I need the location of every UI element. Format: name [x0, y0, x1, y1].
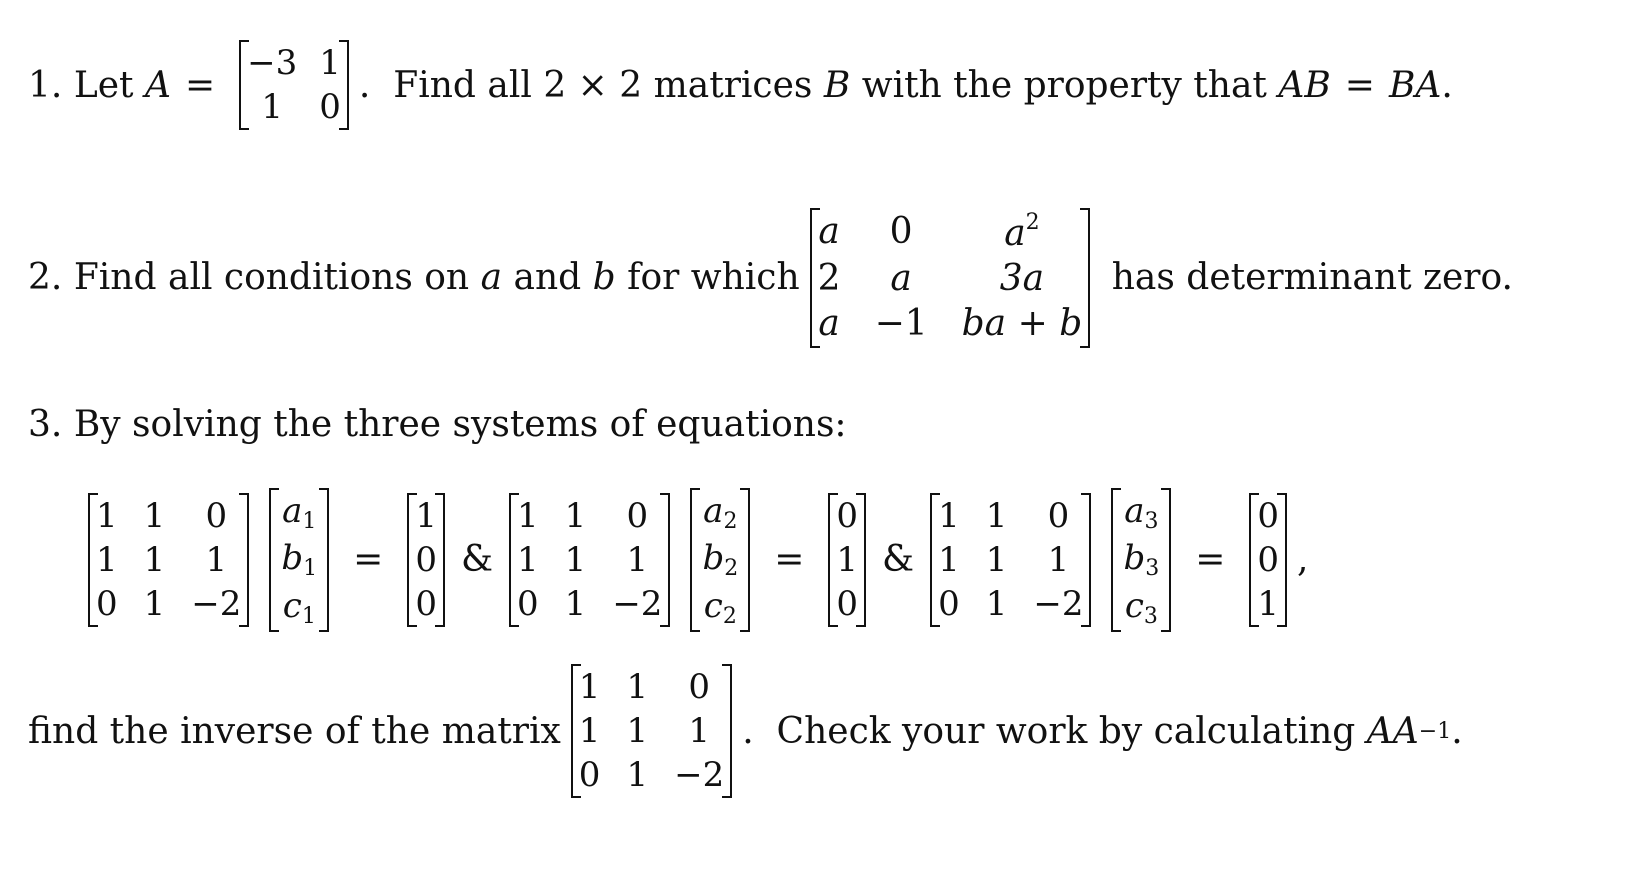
q1-period: . [358, 64, 371, 106]
q1-var-A: A [144, 64, 171, 106]
coef-cell: 0 [205, 495, 228, 536]
coef-cell: −2 [612, 583, 663, 624]
coef-cell: 1 [564, 583, 587, 624]
question-1 [28, 40, 1453, 130]
comma: , [1297, 539, 1309, 581]
coef-cell: 1 [564, 539, 587, 580]
matrix-cell: 1 [626, 711, 649, 752]
q3-text-3: Check your work by calculating [776, 710, 1356, 752]
q2-matrix-cell: a [818, 211, 840, 252]
coef-matrix [88, 493, 249, 627]
coef-matrix [509, 493, 670, 627]
q3-end: . [1451, 710, 1463, 752]
rhs-vector-2 [828, 493, 866, 627]
q1-matrix-cell: 0 [319, 87, 341, 128]
coef-cell: 0 [626, 495, 649, 536]
unknown-cell: $c_2$ [703, 585, 737, 629]
q1-var-B: B [823, 64, 851, 106]
coef-cell: 0 [938, 583, 960, 624]
q1-equals-2: = [1344, 64, 1375, 106]
q1-equals: = [184, 64, 216, 106]
q3-check-expression: AA [1366, 710, 1419, 752]
coef-cell: 1 [938, 495, 960, 536]
coef-cell: 1 [143, 583, 166, 624]
coef-cell: 1 [96, 539, 118, 580]
q3-text-1: By solving the three systems of equations: [73, 404, 847, 445]
equals: = [1195, 539, 1226, 581]
coef-cell: 1 [564, 495, 587, 536]
q2-and: and [513, 257, 582, 299]
q2-matrix-cell: 3a [999, 258, 1045, 300]
coef-cell: 1 [985, 539, 1008, 580]
coef-cell: 1 [517, 539, 539, 580]
q2-exponent: 2 [1025, 210, 1040, 235]
q1-lhs: AB [1278, 64, 1331, 106]
q3-number: 3. [28, 404, 63, 445]
matrix-cell: 1 [626, 755, 649, 796]
q1-matrix-cell: 1 [261, 87, 283, 128]
coef-cell: −2 [191, 583, 242, 624]
q1-matrix-cell: 1 [319, 43, 341, 83]
coef-cell: 1 [626, 539, 649, 580]
matrix-cell: 1 [688, 711, 710, 752]
q3-inverse-exponent: −1 [1418, 718, 1452, 744]
rhs-cell: 0 [836, 583, 859, 624]
q1-text-1: Find all 2 × 2 matrices [393, 64, 813, 106]
matrix-cell: 1 [578, 711, 601, 752]
q3-period: . [742, 710, 754, 752]
q1-number: 1. [28, 64, 63, 106]
rhs-cell: 0 [415, 583, 437, 624]
coef-cell: 1 [985, 583, 1008, 624]
inverse-target-matrix [571, 664, 732, 798]
q2-matrix-cell: 2 [817, 258, 841, 300]
q2-text-3: has determinant zero. [1111, 257, 1513, 299]
ampersand: & [882, 539, 915, 581]
matrix-cell: 1 [578, 667, 601, 707]
q2-matrix-cell: ba + b [961, 303, 1083, 345]
coef-cell: −2 [1033, 583, 1084, 624]
unknown-cell: $b_3$ [1123, 538, 1160, 582]
q2-matrix-cell: 0 [889, 211, 913, 252]
q2-number: 2. [28, 257, 63, 299]
coef-cell: 1 [143, 539, 166, 580]
q2-matrix [810, 208, 1091, 348]
unknowns-vector-3 [1111, 488, 1171, 632]
ampersand: & [460, 539, 494, 581]
q3-final-line [28, 664, 1463, 798]
q1-rhs: BA [1388, 64, 1442, 106]
coef-cell: 1 [517, 495, 539, 536]
rhs-vector-3 [1249, 493, 1287, 627]
unknowns-vector-1 [269, 488, 329, 632]
coef-cell: 1 [205, 539, 228, 580]
question-2 [28, 208, 1513, 348]
unknown-cell: $a_3$ [1124, 491, 1159, 534]
q3-text-2: find the inverse of the matrix [28, 710, 561, 752]
coef-matrix [930, 493, 1091, 627]
coef-cell: 0 [517, 583, 539, 624]
matrix-cell: 0 [578, 755, 601, 796]
q2-text-1: Find all conditions on [73, 257, 470, 299]
matrix-cell: 0 [688, 667, 710, 707]
unknowns-vector-2 [690, 488, 750, 632]
unknown-cell: $b_2$ [702, 538, 739, 582]
q2-matrix-cell: −1 [874, 303, 928, 345]
q2-matrix-cell-a-squared: $a^2$ [1004, 210, 1040, 254]
q1-let: Let [73, 64, 134, 106]
coef-cell: 1 [938, 539, 960, 580]
q2-var-a: a [480, 257, 503, 299]
q2-matrix-cell: a [818, 303, 840, 345]
matrix-cell: 1 [626, 667, 649, 707]
q1-matrix-cell: −3 [247, 43, 298, 83]
unknown-cell: $c_3$ [1124, 585, 1158, 629]
coef-cell: 1 [143, 495, 166, 536]
equals: = [774, 539, 805, 581]
coef-cell: 1 [96, 495, 118, 536]
q2-text-2: for which [627, 257, 800, 299]
rhs-cell: 1 [415, 495, 437, 536]
q2-var-b: b [592, 257, 616, 299]
q2-matrix-cell: a [890, 258, 912, 300]
q1-matrix-A [239, 40, 349, 130]
q1-end: . [1441, 64, 1453, 106]
coef-cell: 1 [1047, 539, 1070, 580]
unknown-cell: $c_1$ [282, 585, 316, 629]
question-3-heading [28, 404, 847, 445]
rhs-cell: 0 [836, 495, 859, 536]
rhs-cell: 1 [836, 539, 859, 580]
unknown-cell: $b_1$ [281, 538, 318, 582]
unknown-cell: $a_2$ [703, 491, 738, 534]
coef-cell: 0 [1047, 495, 1070, 536]
coef-cell: 0 [96, 583, 118, 624]
equals: = [353, 539, 384, 581]
rhs-vector-1 [407, 493, 445, 627]
q3-systems [78, 488, 1309, 632]
rhs-cell: 0 [1257, 539, 1280, 580]
q1-text-2: with the property that [861, 64, 1267, 106]
rhs-cell: 1 [1257, 583, 1280, 624]
rhs-cell: 0 [415, 539, 437, 580]
rhs-cell: 0 [1257, 495, 1280, 536]
matrix-cell: −2 [674, 755, 725, 796]
coef-cell: 1 [985, 495, 1008, 536]
unknown-cell: $a_1$ [282, 491, 317, 534]
